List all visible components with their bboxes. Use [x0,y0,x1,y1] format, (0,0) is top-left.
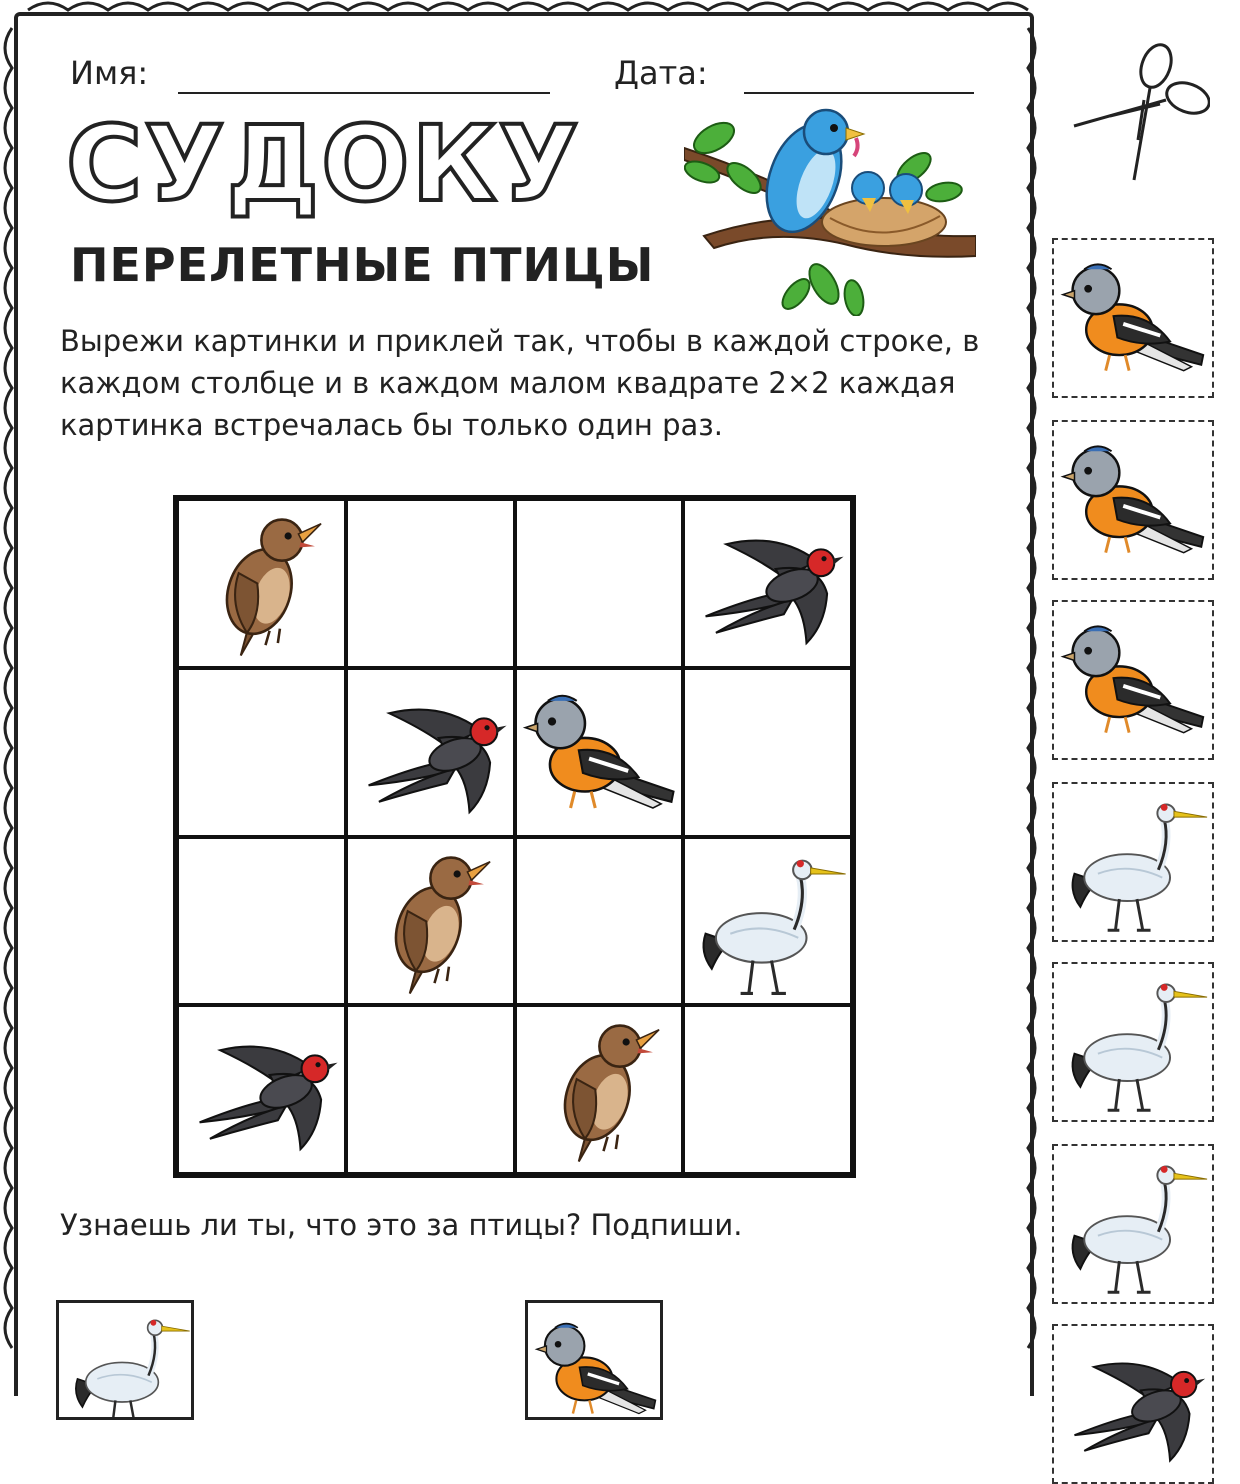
chaffinch-icon [1054,240,1212,396]
sudoku-cell[interactable] [177,499,346,668]
answer-card [56,1300,194,1420]
name-label: Имя: [70,54,149,92]
crane-icon [685,839,850,1004]
sudoku-cell[interactable] [177,668,346,837]
cutout-card[interactable] [1052,238,1214,398]
swallow-icon [348,670,513,835]
chaffinch-icon [1054,602,1212,758]
instructions-text: Вырежи картинки и приклей так, чтобы в каждой строке, в каждом столбце и в каждом малом квадрате 2×2 каждая картинка встречалась бы только один раз. [60,324,980,442]
page-title: СУДОКУ [66,103,581,225]
nightingale-icon [517,1007,682,1172]
sudoku-cell[interactable] [346,837,515,1006]
sudoku-cell[interactable] [177,837,346,1006]
bird-nest-illustration [684,108,976,316]
page-subtitle: ПЕРЕЛЕТНЫЕ ПТИЦЫ [70,238,655,292]
date-field-line[interactable] [744,92,974,94]
crane-icon [1054,964,1212,1120]
cutout-card[interactable] [1052,600,1214,760]
swallow-icon [685,501,850,666]
scissors-icon [1070,40,1210,182]
nightingale-icon [179,501,344,666]
chaffinch-icon [1054,422,1212,578]
name-field-line[interactable] [178,92,550,94]
cutout-card[interactable] [1052,962,1214,1122]
crane-icon [1054,1146,1212,1302]
sudoku-cell[interactable] [346,1005,515,1174]
sudoku-cell[interactable] [346,499,515,668]
cutout-card[interactable] [1052,1324,1214,1484]
sudoku-cell[interactable] [515,837,684,1006]
chaffinch-icon [517,670,682,835]
cutout-card[interactable] [1052,420,1214,580]
sudoku-cell[interactable] [515,668,684,837]
sudoku-cell[interactable] [177,1005,346,1174]
cutout-card[interactable] [1052,1144,1214,1304]
sudoku-cell[interactable] [683,668,852,837]
answer-card [525,1300,663,1420]
swallow-icon [179,1007,344,1172]
sudoku-cell[interactable] [683,499,852,668]
sudoku-grid [173,495,856,1178]
date-label: Дата: [614,54,708,92]
chaffinch-icon [530,1303,662,1420]
nightingale-icon [348,839,513,1004]
sudoku-cell[interactable] [683,837,852,1006]
sudoku-cell[interactable] [683,1005,852,1174]
question-text: Узнаешь ли ты, что это за птицы? Подпиши. [60,1208,743,1242]
sudoku-cell[interactable] [515,499,684,668]
crane-icon [1054,784,1212,940]
swallow-icon [1054,1326,1212,1482]
cutout-card[interactable] [1052,782,1214,942]
sudoku-cell[interactable] [346,668,515,837]
crane-icon [61,1303,193,1420]
sudoku-cell[interactable] [515,1005,684,1174]
